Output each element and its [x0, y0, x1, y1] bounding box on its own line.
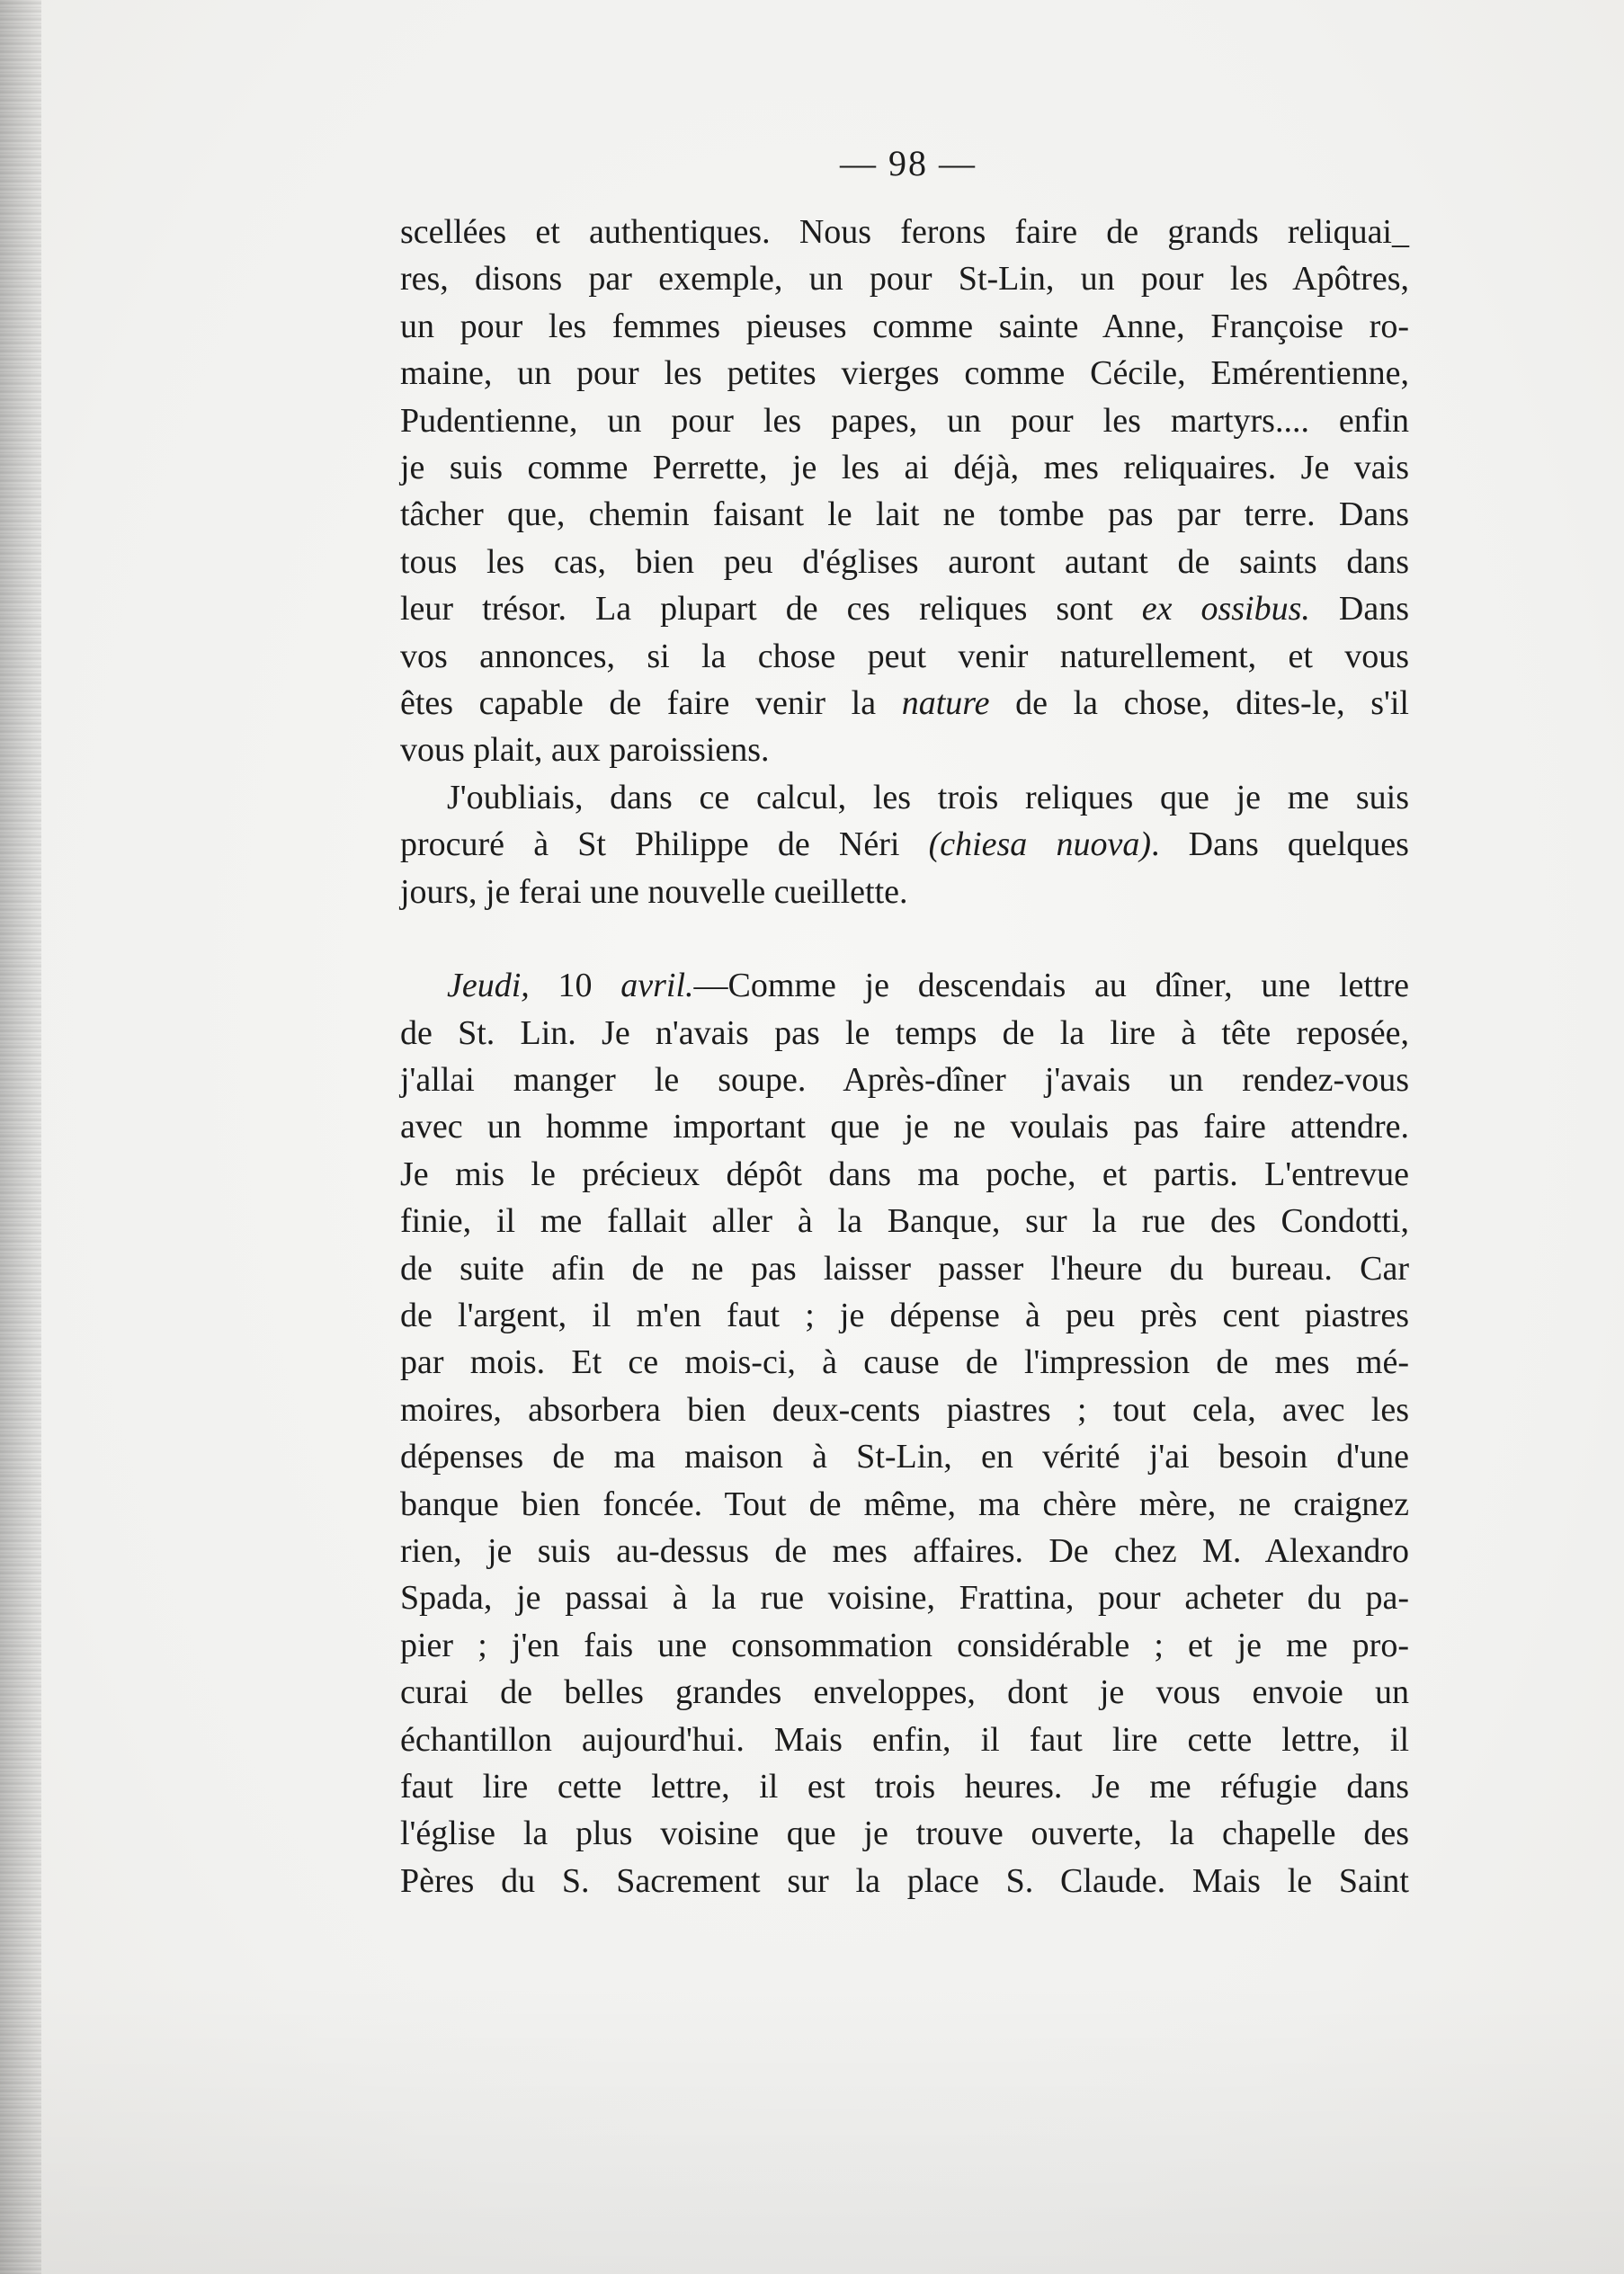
text-line: pier ; j'en fais une consommation considérable ; et je me pro-: [400, 1626, 1409, 1664]
text-line: de suite afin de ne pas laisser passer l'heure du bureau. Car: [400, 1249, 1409, 1288]
text-line: un pour les femmes pieuses comme sainte Anne, Françoise ro-: [400, 307, 1409, 345]
scan-edge-artifact: [0, 0, 41, 2274]
text-line: vous plait, aux paroissiens.: [400, 731, 770, 770]
paragraph-2: [400, 774, 1409, 915]
text-line: maine, un pour les petites vierges comme Cécile, Emérentienne,: [400, 354, 1409, 393]
text-line: Je mis le précieux dépôt dans ma poche, et partis. L'entrevue: [400, 1155, 1409, 1193]
text-line: de St. Lin. Je n'avais pas le temps de la lire à tête reposée,: [400, 1013, 1409, 1052]
text-line: l'église la plus voisine que je trouve ouverte, la chapelle des: [400, 1815, 1409, 1853]
body-text: [400, 209, 1409, 1904]
text-line: Spada, je passai à la rue voisine, Frattina, pour acheter du pa-: [400, 1579, 1409, 1618]
text-line: vos annonces, si la chose peut venir naturellement, et vous: [400, 637, 1409, 675]
text-line: tâcher que, chemin faisant le lait ne tombe pas par terre. Dans: [400, 495, 1409, 534]
text-line: jours, je ferai une nouvelle cueillette.: [400, 872, 908, 911]
text-line: leur trésor. La plupart de ces reliques sont ex ossibus. Dans: [400, 590, 1409, 629]
text-line: rien, je suis au-dessus de mes affaires. De chez M. Alexandro: [400, 1531, 1409, 1570]
text-line: j'allai manger le soupe. Après-dîner j'avais un rendez-vous: [400, 1060, 1409, 1099]
text-line: procuré à St Philippe de Néri (chiesa nuova). Dans quelques: [400, 825, 1409, 864]
text-line: échantillon aujourd'hui. Mais enfin, il faut lire cette lettre, il: [400, 1720, 1409, 1759]
text-line: avec un homme important que je ne voulais pas faire attendre.: [400, 1108, 1409, 1146]
paragraph-1: [400, 209, 1409, 774]
text-line: par mois. Et ce mois-ci, à cause de l'impression de mes mé-: [400, 1343, 1409, 1382]
text-line: dépenses de ma maison à St-Lin, en vérité j'ai besoin d'une: [400, 1438, 1409, 1476]
text-line: res, disons par exemple, un pour St-Lin, un pour les Apôtres,: [400, 260, 1409, 299]
text-line: faut lire cette lettre, il est trois heures. Je me réfugie dans: [400, 1768, 1409, 1806]
paragraph-3: [400, 962, 1409, 1904]
text-line: Pudentienne, un pour les papes, un pour les martyrs.... enfin: [400, 401, 1409, 440]
scan-shading: [0, 1978, 1624, 2274]
text-line: finie, il me fallait aller à la Banque, sur la rue des Condotti,: [400, 1202, 1409, 1241]
text-line: de l'argent, il m'en faut ; je dépense à peu près cent piastres: [400, 1296, 1409, 1334]
text-line: tous les cas, bien peu d'églises auront autant de saints dans: [400, 542, 1409, 581]
text-line: scellées et authentiques. Nous ferons faire de grands reliquai_: [400, 213, 1409, 251]
text-line: êtes capable de faire venir la nature de la chose, dites-le, s'il: [400, 684, 1409, 723]
text-line: curai de belles grandes enveloppes, dont je vous envoie un: [400, 1673, 1409, 1712]
text-line: Pères du S. Sacrement sur la place S. Claude. Mais le Saint: [400, 1861, 1409, 1900]
text-line: moires, absorbera bien deux-cents piastres ; tout cela, avec les: [400, 1390, 1409, 1429]
paragraph-spacer: [400, 915, 1409, 962]
text-line: je suis comme Perrette, je les ai déjà, mes reliquaires. Je vais: [400, 449, 1409, 487]
text-line: J'oubliais, dans ce calcul, les trois reliques que je me suis: [447, 778, 1409, 816]
page-number: — 98 —: [840, 143, 977, 183]
text-line: Jeudi, 10 avril.—Comme je descendais au dîner, une lettre: [447, 967, 1410, 1005]
text-line: banque bien foncée. Tout de même, ma chère mère, ne craignez: [400, 1485, 1409, 1523]
